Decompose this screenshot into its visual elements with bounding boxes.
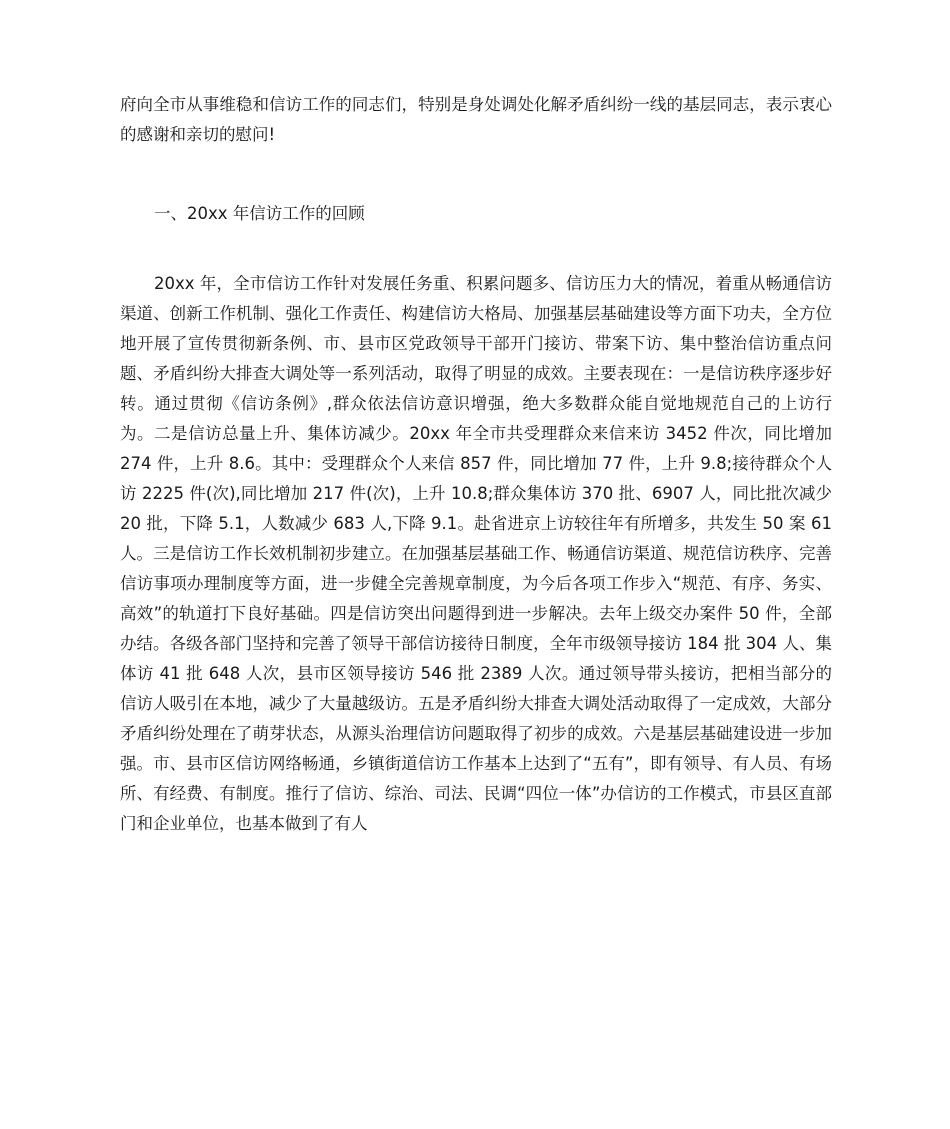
intro-paragraph: 府向全市从事维稳和信访工作的同志们，特别是身处调处化解矛盾纠纷一线的基层同志，表示衷心的感谢和亲切的慰问! [120, 95, 832, 144]
section-heading: 一、20xx 年信访工作的回顾 [154, 204, 365, 223]
body-paragraph: 20xx 年，全市信访工作针对发展任务重、积累问题多、信访压力大的情况，着重从畅通信访渠道、创新工作机制、强化工作责任、构建信访大格局、加强基层基础建设等方面下功夫，全方位地开展了宣传贯彻新条例、市、县市区党政领导干部开门接访、带案下访、集中整治信访重点问题、矛盾纠纷大排查大调处等一系列活动，取得了明显的成效。主要表现在：一是信访秩序逐步好转。通过贯彻《信访条例》,群众依法信访意识增强，绝大多数群众能自觉地规范自己的上访行为。二是信访总量上升、集体访减少。20xx 年全市共受理群众来信来访 3452 件次，同比增加 274 件，上升 8.6。其中：受理群众个人来信 857 件，同比增加 77 件，上升 9.8;接待群众个人访 2225 件(次),同比增加 217 件(次)，上升 10.8;群众集体访 370 批、6907 人，同比批次减少 20 批，下降 5.1，人数减少 683 人,下降 9.1。赴省进京上访较往年有所增多，共发生 50 案 61 人。三是信访工作长效机制初步建立。在加强基层基础工作、畅通信访渠道、规范信访秩序、完善信访事项办理制度等方面，进一步健全完善规章制度，为今后各项工作步入“规范、有序、务实、高效”的轨道打下良好基础。四是信访突出问题得到进一步解决。去年上级交办案件 50 件，全部办结。各级各部门坚持和完善了领导干部信访接待日制度，全年市级领导接访 184 批 304 人、集体访 41 批 648 人次，县市区领导接访 546 批 2389 人次。通过领导带头接访，把相当部分的信访人吸引在本地，减少了大量越级访。五是矛盾纠纷大排查大调处活动取得了一定成效，大部分矛盾纠纷处理在了萌芽状态，从源头治理信访问题取得了初步的成效。六是基层基础建设进一步加强。市、县市区信访网络畅通，乡镇街道信访工作基本上达到了“五有”，即有领导、有人员、有场所、有经费、有制度。推行了信访、综治、司法、民调“四位一体”办信访的工作模式，市县区直部门和企业单位，也基本做到了有人 [120, 274, 832, 833]
